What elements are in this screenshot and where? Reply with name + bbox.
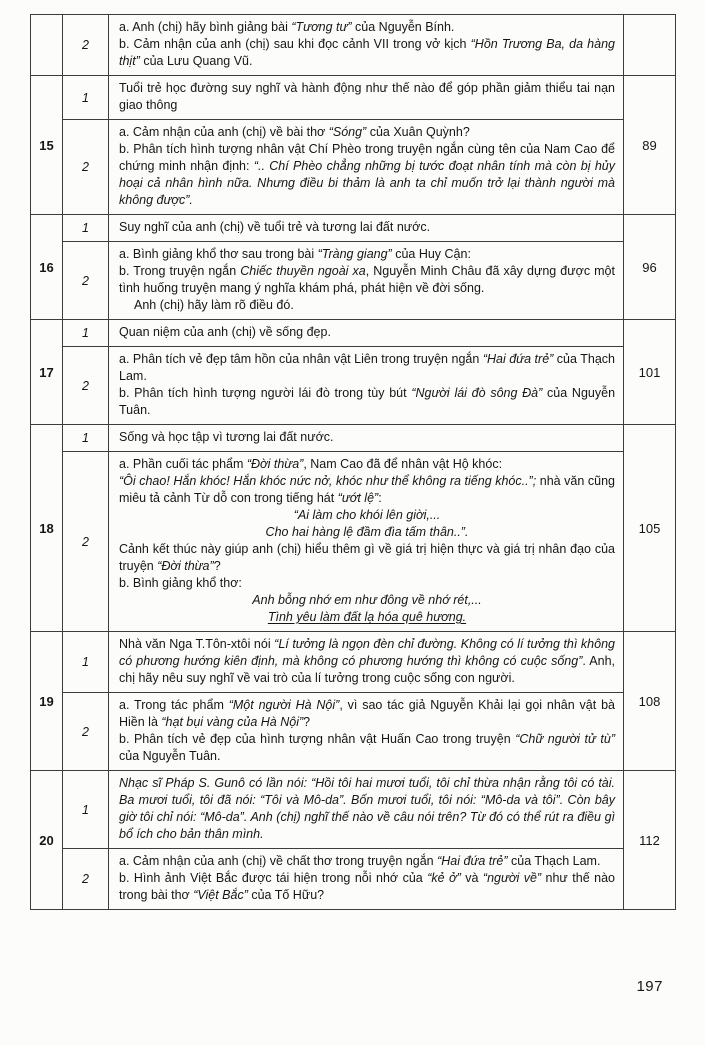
sub-number-cell: 1 [63,76,109,120]
text-segment: của Nguyễn Tuân. [119,749,221,763]
text-segment: “Một người Hà Nội” [228,698,340,712]
text-segment: của Nguyễn Bính. [351,20,455,34]
row-number-cell: 16 [31,215,63,320]
text-segment: “Sóng” [328,125,367,139]
text-segment: “Đời thừa” [157,559,214,573]
row-number-cell: 18 [31,425,63,632]
content-paragraph [119,385,615,419]
sub-number-cell: 1 [63,425,109,452]
content-paragraph [119,507,615,524]
page-number-cell: 89 [624,76,676,215]
table-row [31,15,676,76]
table-row [31,632,676,693]
sub-number-cell: 2 [63,15,109,76]
table-row [31,425,676,452]
sub-number-cell: 1 [63,320,109,347]
text-segment: “Tràng giang” [317,247,392,261]
table-row [31,215,676,242]
page-number-cell: 96 [624,215,676,320]
content-cell [109,452,624,632]
content-paragraph [119,429,615,446]
content-paragraph [119,80,615,114]
text-segment: ? [213,559,221,573]
text-segment: Chiếc thuyền ngoài xa [240,264,366,278]
text-segment: như thế nào trong bài thơ [119,871,615,902]
text-segment: a. Bình giảng khổ thơ sau trong bài [119,247,318,261]
page-footer-number: 197 [636,978,663,995]
text-segment: của Thạch Lam. [119,352,615,383]
table-row [31,452,676,632]
text-segment: “ướt lệ” [337,491,379,505]
text-segment: của Thạch Lam. [507,854,601,868]
content-cell [109,242,624,320]
content-paragraph [119,775,615,843]
content-paragraph [119,141,615,209]
content-paragraph [119,609,615,626]
content-cell [109,849,624,910]
contents-table [30,14,676,910]
text-segment: “người về” [482,871,542,885]
text-segment: ? [303,715,311,729]
text-segment: “Lí tưởng là ngọn đèn chỉ đường. Không có lí tưởng thì không có phương hướng kiên định, mà không có phương hướng thì không có cuộc sống” [119,637,615,668]
content-paragraph [119,456,615,473]
content-paragraph [119,592,615,609]
text-segment: Tình yêu làm đất lạ hóa quê hương. [267,610,467,624]
text-segment: a. Phân tích vẻ đẹp tâm hồn của nhân vật Liên trong truyện ngắn [119,352,483,366]
content-cell [109,215,624,242]
text-segment: “Hai đứa trẻ” [437,854,508,868]
content-paragraph [119,297,615,314]
row-number-cell: 15 [31,76,63,215]
page-number-cell: 101 [624,320,676,425]
contents-table-body [31,15,676,910]
table-row [31,76,676,120]
text-segment: Nhạc sĩ Pháp S. Gunô có lần nói: “Hồi tôi hai mươi tuổi, tôi chỉ thừa nhận rằng tôi có tài. Ba mươi tuổi, tôi đã nói: “Tôi và Mô-da”. Bốn mươi tuổi, tôi nói: “Mô-da và tôi”. Còn bây giờ tôi chỉ nói: “Mô-da”. Anh (chị) nghĩ thế nào về câu nói trên? Từ đó có thể rút ra điều gì bổ ích cho bản thân mình. [119,776,615,841]
table-row [31,320,676,347]
text-segment: . Anh, chị hãy nêu suy nghĩ về vai trò của lí tưởng trong cuộc sống con người. [119,654,615,685]
text-segment: b. Bình giảng khổ thơ: [119,576,242,590]
sub-number-cell: 1 [63,215,109,242]
text-segment: b. Cảm nhận của anh (chị) sau khi đọc cảnh VII trong vở kịch [119,37,471,51]
table-row [31,120,676,215]
text-segment: Suy nghĩ của anh (chị) về tuổi trẻ và tương lai đất nước. [119,220,431,234]
text-segment: “Ôi chao! Hắn khóc! Hắn khóc nức nở, khóc như thể không ra tiếng khóc..”; [119,474,537,488]
page-number-cell [624,15,676,76]
text-segment: Sống và học tập vì tương lai đất nước. [119,430,334,444]
text-segment: “Hai đứa trẻ” [482,352,554,366]
sub-number-cell: 1 [63,632,109,693]
text-segment: a. Cảm nhận của anh (chị) về chất thơ trong truyện ngắn [119,854,438,868]
text-segment: Tuổi trẻ học đường suy nghĩ và hành động như thế nào để góp phần giảm thiểu tai nạn giao thông [119,81,615,112]
text-segment: “.. Chí Phèo chẳng những bị tước đoạt nhân tính mà còn bị hủy hoại cả nhân hình nữa. Nhưng điều bi thảm là anh ta chỉ muốn trở lại thành người mà không được”. [119,159,615,207]
text-segment: Cho hai hàng lệ đầm đìa tấm thân..”. [265,525,469,539]
text-segment: Nhà văn Nga T.Tôn-xtôi nói [119,637,275,651]
content-cell [109,120,624,215]
page-number-cell: 108 [624,632,676,771]
row-number-cell: 20 [31,771,63,910]
content-paragraph [119,324,615,341]
text-segment: Cảnh kết thúc này giúp anh (chị) hiểu thêm gì về giá trị hiện thực và giá trị nhân đạo của truyện [119,542,615,573]
text-segment: “Việt Bắc” [193,888,248,902]
content-paragraph [119,731,615,765]
text-segment: , Nguyễn Minh Châu đã xây dựng được một tình huống truyện mang ý nghĩa khám phá, phát hiện về đời sống. [119,264,615,295]
text-segment: “Người lái đò sông Đà” [411,386,543,400]
text-segment: , Nam Cao đã để nhân vật Hộ khóc: [303,457,503,471]
row-number-cell: 19 [31,632,63,771]
content-cell [109,347,624,425]
text-segment: Anh (chị) hãy làm rõ điều đó. [134,298,294,312]
sub-number-cell: 2 [63,849,109,910]
text-segment: “Đời thừa” [246,457,304,471]
text-segment: a. Anh (chị) hãy bình giảng bài [119,20,292,34]
table-row [31,771,676,849]
content-paragraph [119,853,615,870]
content-cell [109,15,624,76]
page-number-cell: 105 [624,425,676,632]
content-paragraph [119,473,615,507]
text-segment: a. Cảm nhận của anh (chị) về bài thơ [119,125,329,139]
content-paragraph [119,124,615,141]
content-paragraph [119,524,615,541]
content-paragraph [119,263,615,297]
text-segment: : [378,491,382,505]
content-paragraph [119,636,615,687]
content-paragraph [119,36,615,70]
text-segment: b. Phân tích vẻ đẹp của hình tượng nhân vật Huấn Cao trong truyện [119,732,516,746]
text-segment: , vì sao tác giả Nguyễn Khải lại gọi nhân vật bà Hiền là [119,698,615,729]
text-segment: của Nguyễn Tuân. [119,386,616,417]
content-paragraph [119,870,615,904]
text-segment: Anh bỗng nhớ em như đông về nhớ rét,... [252,593,482,607]
content-paragraph [119,19,615,36]
sub-number-cell: 2 [63,693,109,771]
text-segment: nhà văn cũng miêu tả cảnh Từ dỗ con trong tiếng hát [119,474,615,505]
text-segment: “Ai làm cho khói lên giời,... [293,508,441,522]
content-cell [109,632,624,693]
content-paragraph [119,697,615,731]
sub-number-cell: 2 [63,347,109,425]
text-segment: a. Trong tác phẩm [119,698,229,712]
sub-number-cell: 2 [63,242,109,320]
sub-number-cell: 2 [63,452,109,632]
table-row [31,242,676,320]
sub-number-cell: 2 [63,120,109,215]
text-segment: b. Trong truyện ngắn [119,264,241,278]
row-number-cell: 17 [31,320,63,425]
text-segment: b. Phân tích hình tượng nhân vật Chí Phèo trong truyện ngắn cùng tên của Nam Cao để chứng minh nhận định: [119,142,615,173]
content-cell [109,693,624,771]
content-cell [109,320,624,347]
text-segment: của Huy Cận: [391,247,471,261]
content-paragraph [119,246,615,263]
text-segment: “hạt bụi vàng của Hà Nội” [161,715,304,729]
content-paragraph [119,541,615,575]
text-segment: Quan niệm của anh (chị) về sống đẹp. [119,325,331,339]
content-paragraph [119,575,615,592]
table-row [31,693,676,771]
text-segment: b. Hình ảnh Việt Bắc được tái hiện trong nỗi nhớ của [119,871,428,885]
text-segment: “Hồn Trương Ba, da hàng thịt” [119,37,615,68]
text-segment: của Tố Hữu? [247,888,325,902]
content-paragraph [119,351,615,385]
sub-number-cell: 1 [63,771,109,849]
content-paragraph [119,219,615,236]
content-cell [109,76,624,120]
text-segment: a. Phần cuối tác phẩm [119,457,247,471]
content-cell [109,425,624,452]
text-segment: “Chữ người tử tù” [515,732,615,746]
table-row [31,347,676,425]
text-segment: và [460,871,483,885]
text-segment: “Tương tư” [291,20,352,34]
page-number-cell: 112 [624,771,676,910]
content-cell [109,771,624,849]
table-row [31,849,676,910]
text-segment: của Xuân Quỳnh? [366,125,470,139]
text-segment: “kẻ ở” [427,871,461,885]
text-segment: của Lưu Quang Vũ. [139,54,253,68]
text-segment: b. Phân tích hình tượng người lái đò trong tùy bút [119,386,412,400]
row-number-cell [31,15,63,76]
